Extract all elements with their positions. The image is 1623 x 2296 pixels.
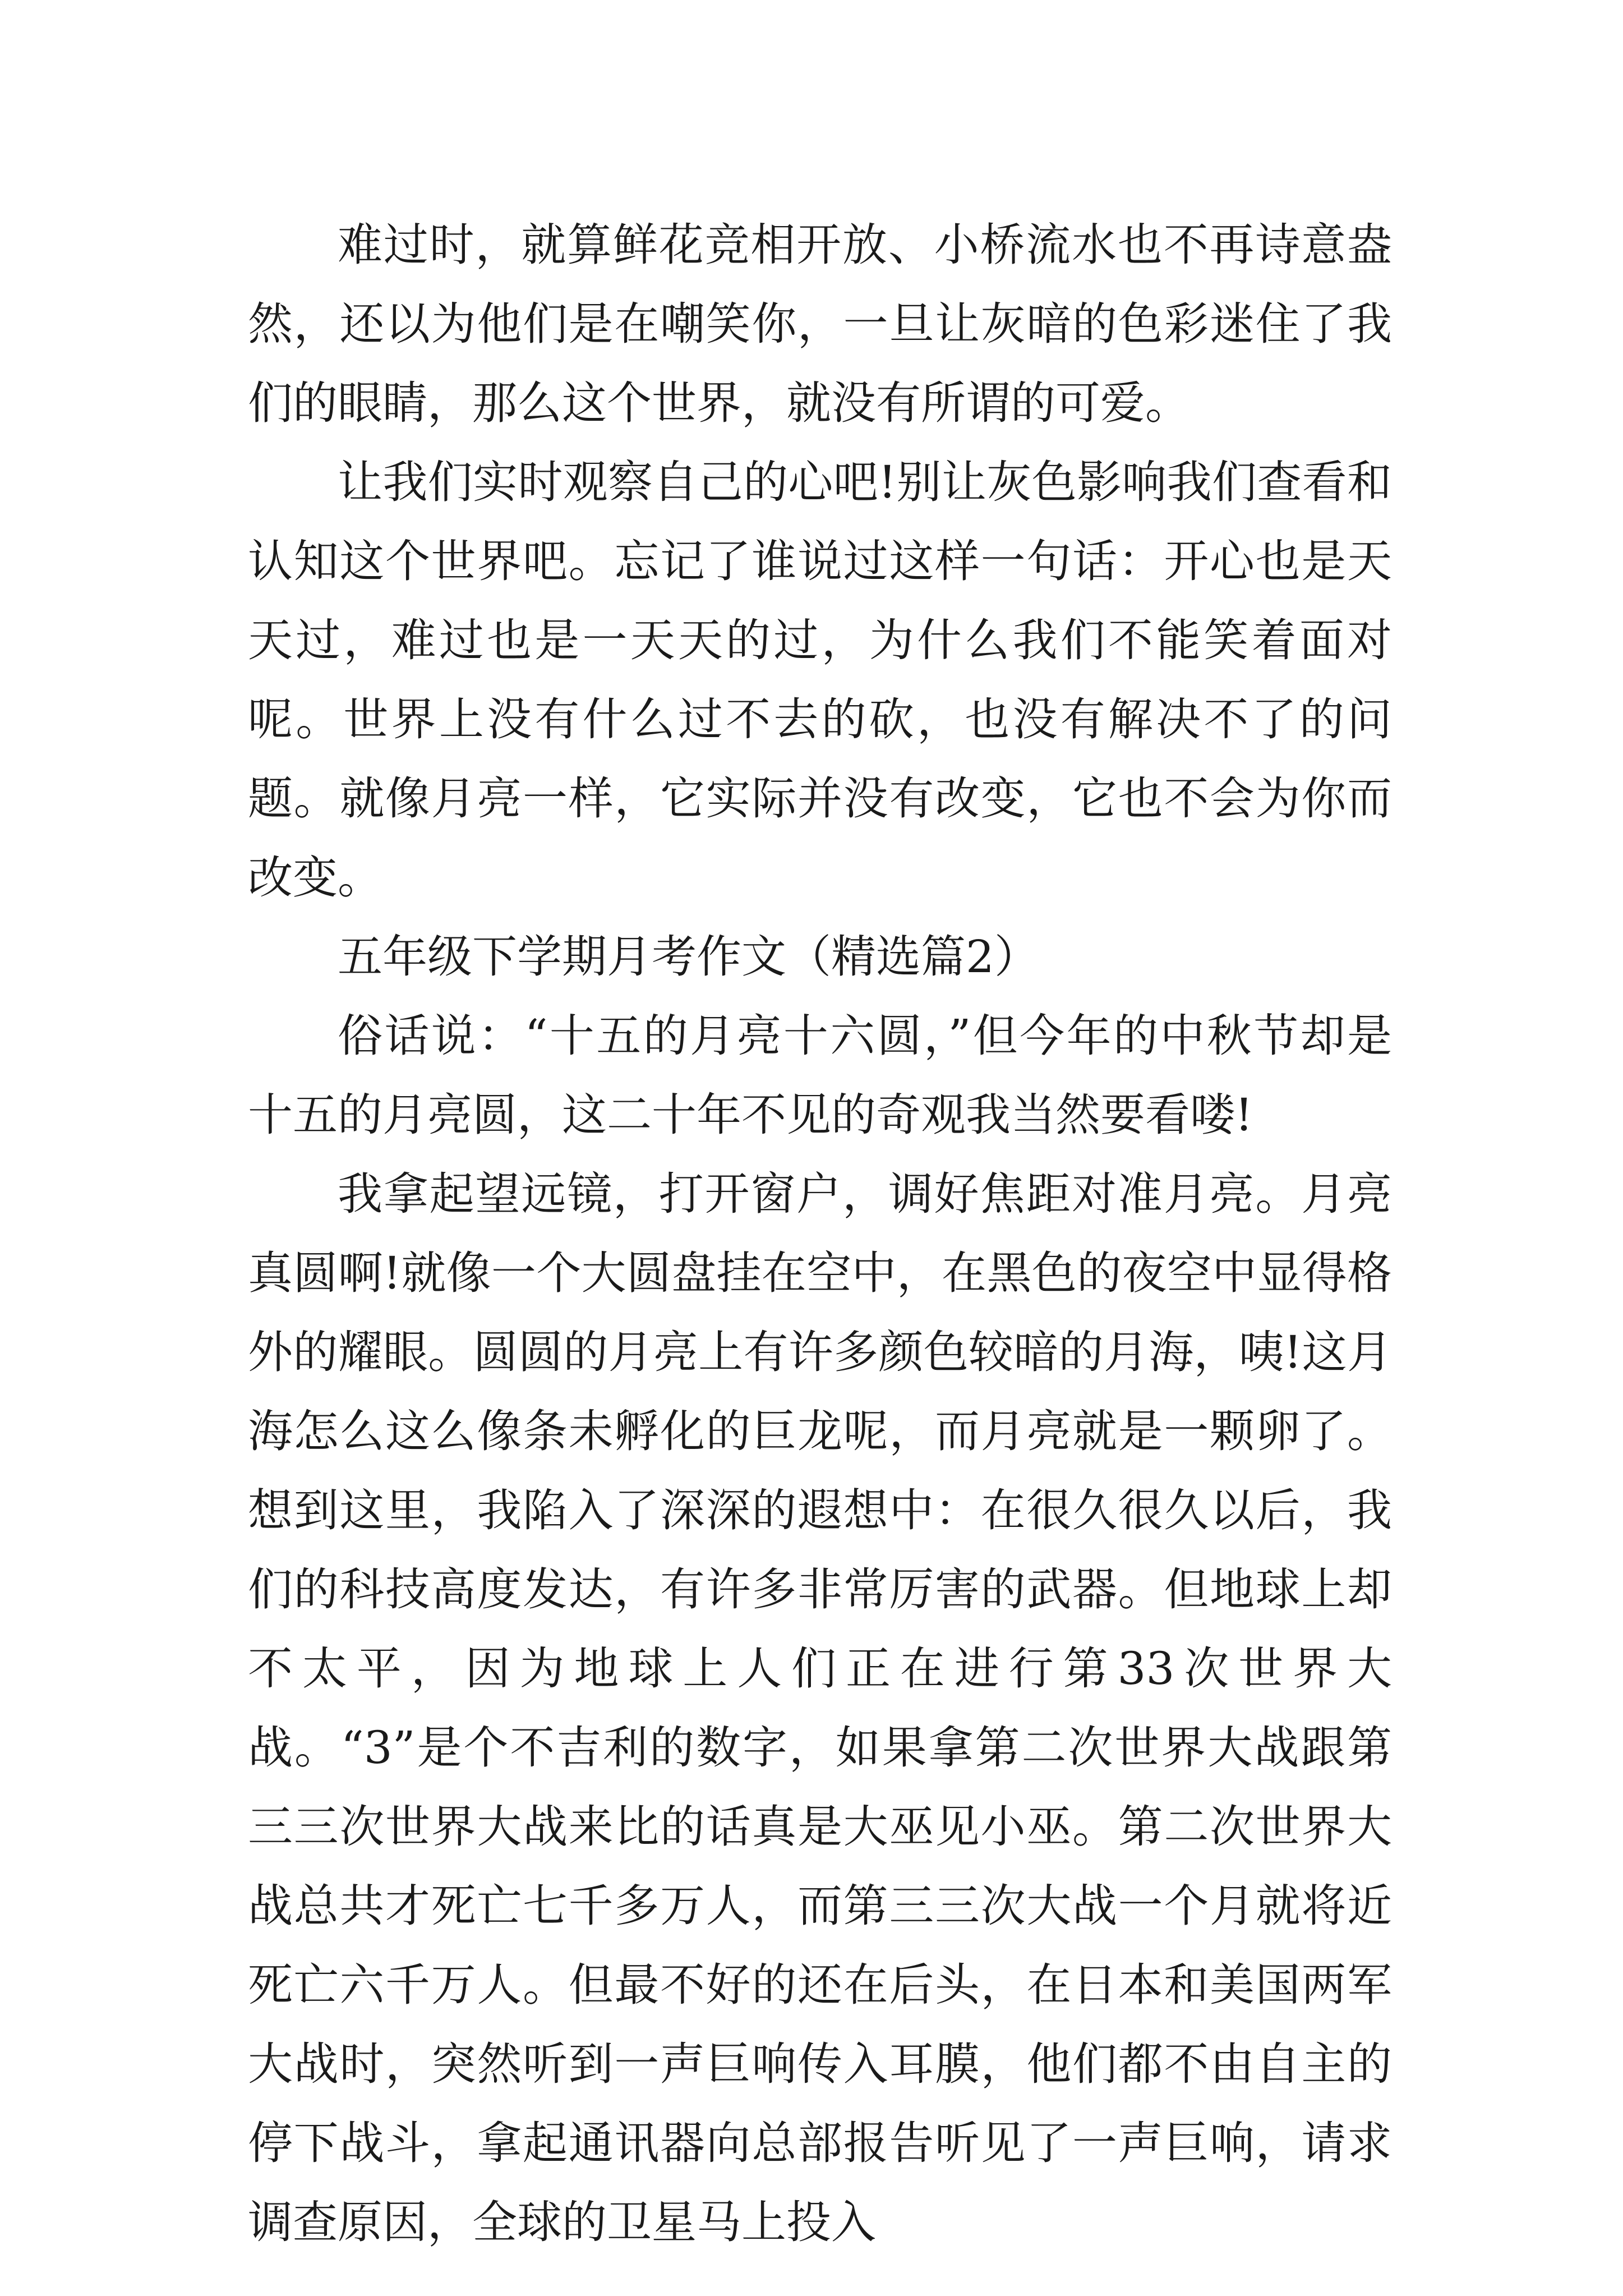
section-heading: 五年级下学期月考作文（精选篇2） [338, 931, 1039, 983]
paragraph: 我拿起望远镜，打开窗户，调好焦距对准月亮。月亮真圆啊!就像一个大圆盘挂在空中，在黑色的夜空中显得格外的耀眼。圆圆的月亮上有许多颜色较暗的月海，咦!这月海怎么这么像条未孵化的巨龙呢，而月亮就是一颗卵了。想到这里，我陷入了深深的遐想中：在很久很久以后，我们的科技高度发达，有许多非常厉害的武器。但地球上却不太平，因为地球上人们正在进行第33次世界大战。“3”是个不吉利的数字，如果拿第二次世界大战跟第三三次世界大战来比的话真是大巫见小巫。第二次世界大战总共才死亡七千多万人，而第三三次大战一个月就将近死亡六千万人。但最不好的还在后头，在日本和美国两军大战时，突然听到一声巨响传入耳膜，他们都不由自主的停下战斗，拿起通讯器向总部报告听见了一声巨响，请求调查原因，全球的卫星马上投入 [248, 1168, 1392, 2248]
document-body [248, 205, 1392, 2262]
paragraph: 难过时，就算鲜花竞相开放、小桥流水也不再诗意盎然，还以为他们是在嘲笑你，一旦让灰暗的色彩迷住了我们的眼睛，那么这个世界，就没有所谓的可爱。 [248, 219, 1392, 429]
paragraph: 让我们实时观察自己的心吧!别让灰色影响我们查看和认知这个世界吧。忘记了谁说过这样一句话：开心也是天天过，难过也是一天天的过，为什么我们不能笑着面对呢。世界上没有什么过不去的砍，也没有解决不了的问题。就像月亮一样，它实际并没有改变，它也不会为你而改变。 [248, 456, 1392, 904]
paragraph: 俗话说：“十五的月亮十六圆，”但今年的中秋节却是十五的月亮圆，这二十年不见的奇观我当然要看喽! [248, 1010, 1392, 1141]
